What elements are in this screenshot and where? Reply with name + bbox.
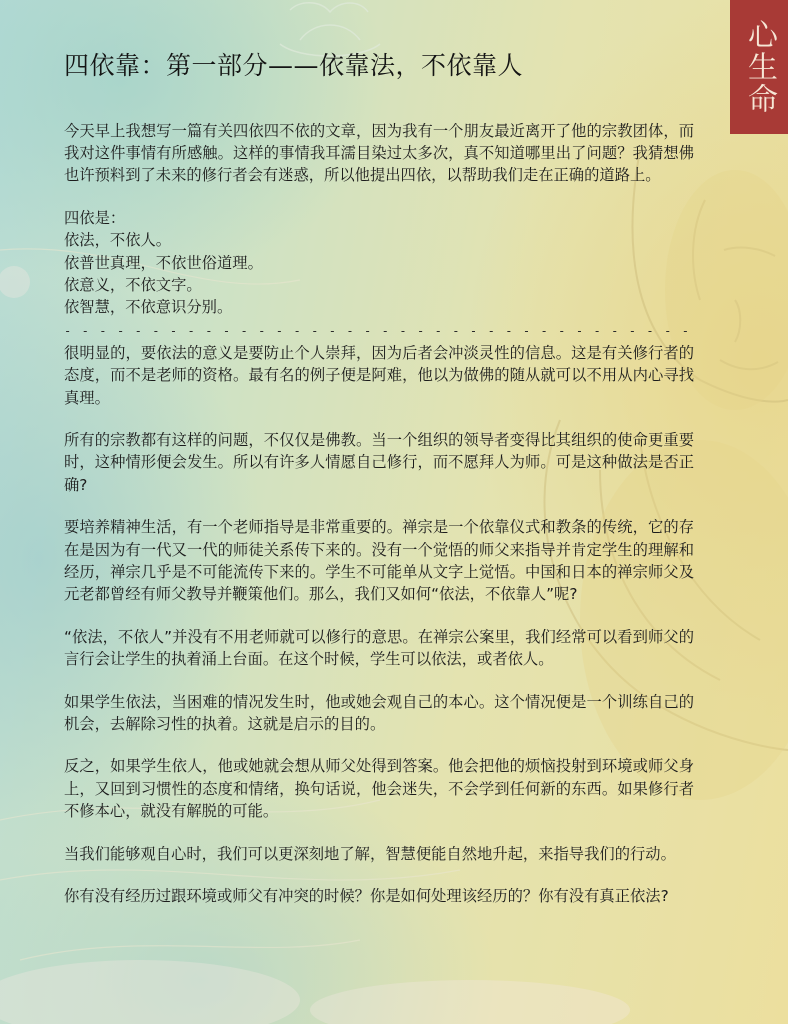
brand-logo-text: 心生命 [742, 19, 777, 115]
body-paragraph: 所有的宗教都有这样的问题，不仅仅是佛教。当一个组织的领导者变得比其组织的使命更重要时，这种情形便会发生。所以有许多人情愿自己修行，而不愿拜人为师。可是这种做法是否正确? [64, 431, 694, 494]
list-item: 依普世真理，不依世俗道理。 [64, 253, 263, 272]
article-body [64, 120, 694, 928]
intro-paragraph: 今天早上我想写一篇有关四依四不依的文章，因为我有一个朋友最近离开了他的宗教团体，而我对这件事情有所感触。这样的事情我耳濡目染过太多次，真不知道哪里出了问题？我猜想佛也许预料到了未来的修行者会有迷惑，所以他提出四依，以帮助我们走在正确的道路上。 [64, 122, 694, 185]
body-paragraph: 如果学生依法，当困难的情况发生时，他或她会观自己的本心。这个情况便是一个训练自己的机会，去解除习性的执着。这就是启示的目的。 [64, 692, 694, 733]
list-item: 依意义，不依文字。 [64, 275, 202, 294]
list-item: 依法，不依人。 [64, 231, 172, 250]
list-heading: 四依是： [64, 209, 126, 228]
body-paragraph: 当我们能够观自心时，我们可以更深刻地了解，智慧便能自然地升起，来指导我们的行动。 [64, 844, 676, 863]
article-title: 四依靠：第一部分——依靠法，不依靠人 [64, 51, 524, 80]
brand-logo-tab [730, 0, 788, 134]
list-item: 依智慧，不依意识分别。 [64, 297, 233, 316]
body-paragraph: 你有没有经历过跟环境或师父有冲突的时候？你是如何处理该经历的？你有没有真正依法? [64, 887, 669, 906]
body-paragraph: 很明显的，要依法的意义是要防止个人崇拜，因为后者会冲淡灵性的信息。这是有关修行者的态度，而不是老师的资格。最有名的例子便是阿难，他以为做佛的随从就可以不用从内心寻找真理。 [64, 344, 694, 407]
body-paragraph: “依法，不依人”并没有不用老师就可以修行的意思。在禅宗公案里，我们经常可以看到师父的言行会让学生的执着涌上台面。在这个时候，学生可以依法，或者依人。 [64, 627, 694, 668]
body-paragraph: 要培养精神生活，有一个老师指导是非常重要的。禅宗是一个依靠仪式和教条的传统，它的存在是因为有一代又一代的师徒关系传下来的。没有一个觉悟的师父来指导并肯定学生的理解和经历，禅宗几乎是不可能流传下来的。学生不可能单从文字上觉悟。中国和日本的禅宗师父及元老都曾经有师父教导并鞭策他们。那么，我们又如何“依法，不依靠人”呢? [64, 518, 694, 603]
section-divider: - - - - - - - - - - - - - - - - - - - - - - - - - - - - - - - - - - - - [64, 324, 691, 339]
body-paragraph: 反之，如果学生依人，他或她就会想从师父处得到答案。他会把他的烦恼投射到环境或师父身上，又回到习惯性的态度和情绪，换句话说，他会迷失，不会学到任何新的东西。如果修行者不修本心，就没有解脱的可能。 [64, 757, 694, 820]
